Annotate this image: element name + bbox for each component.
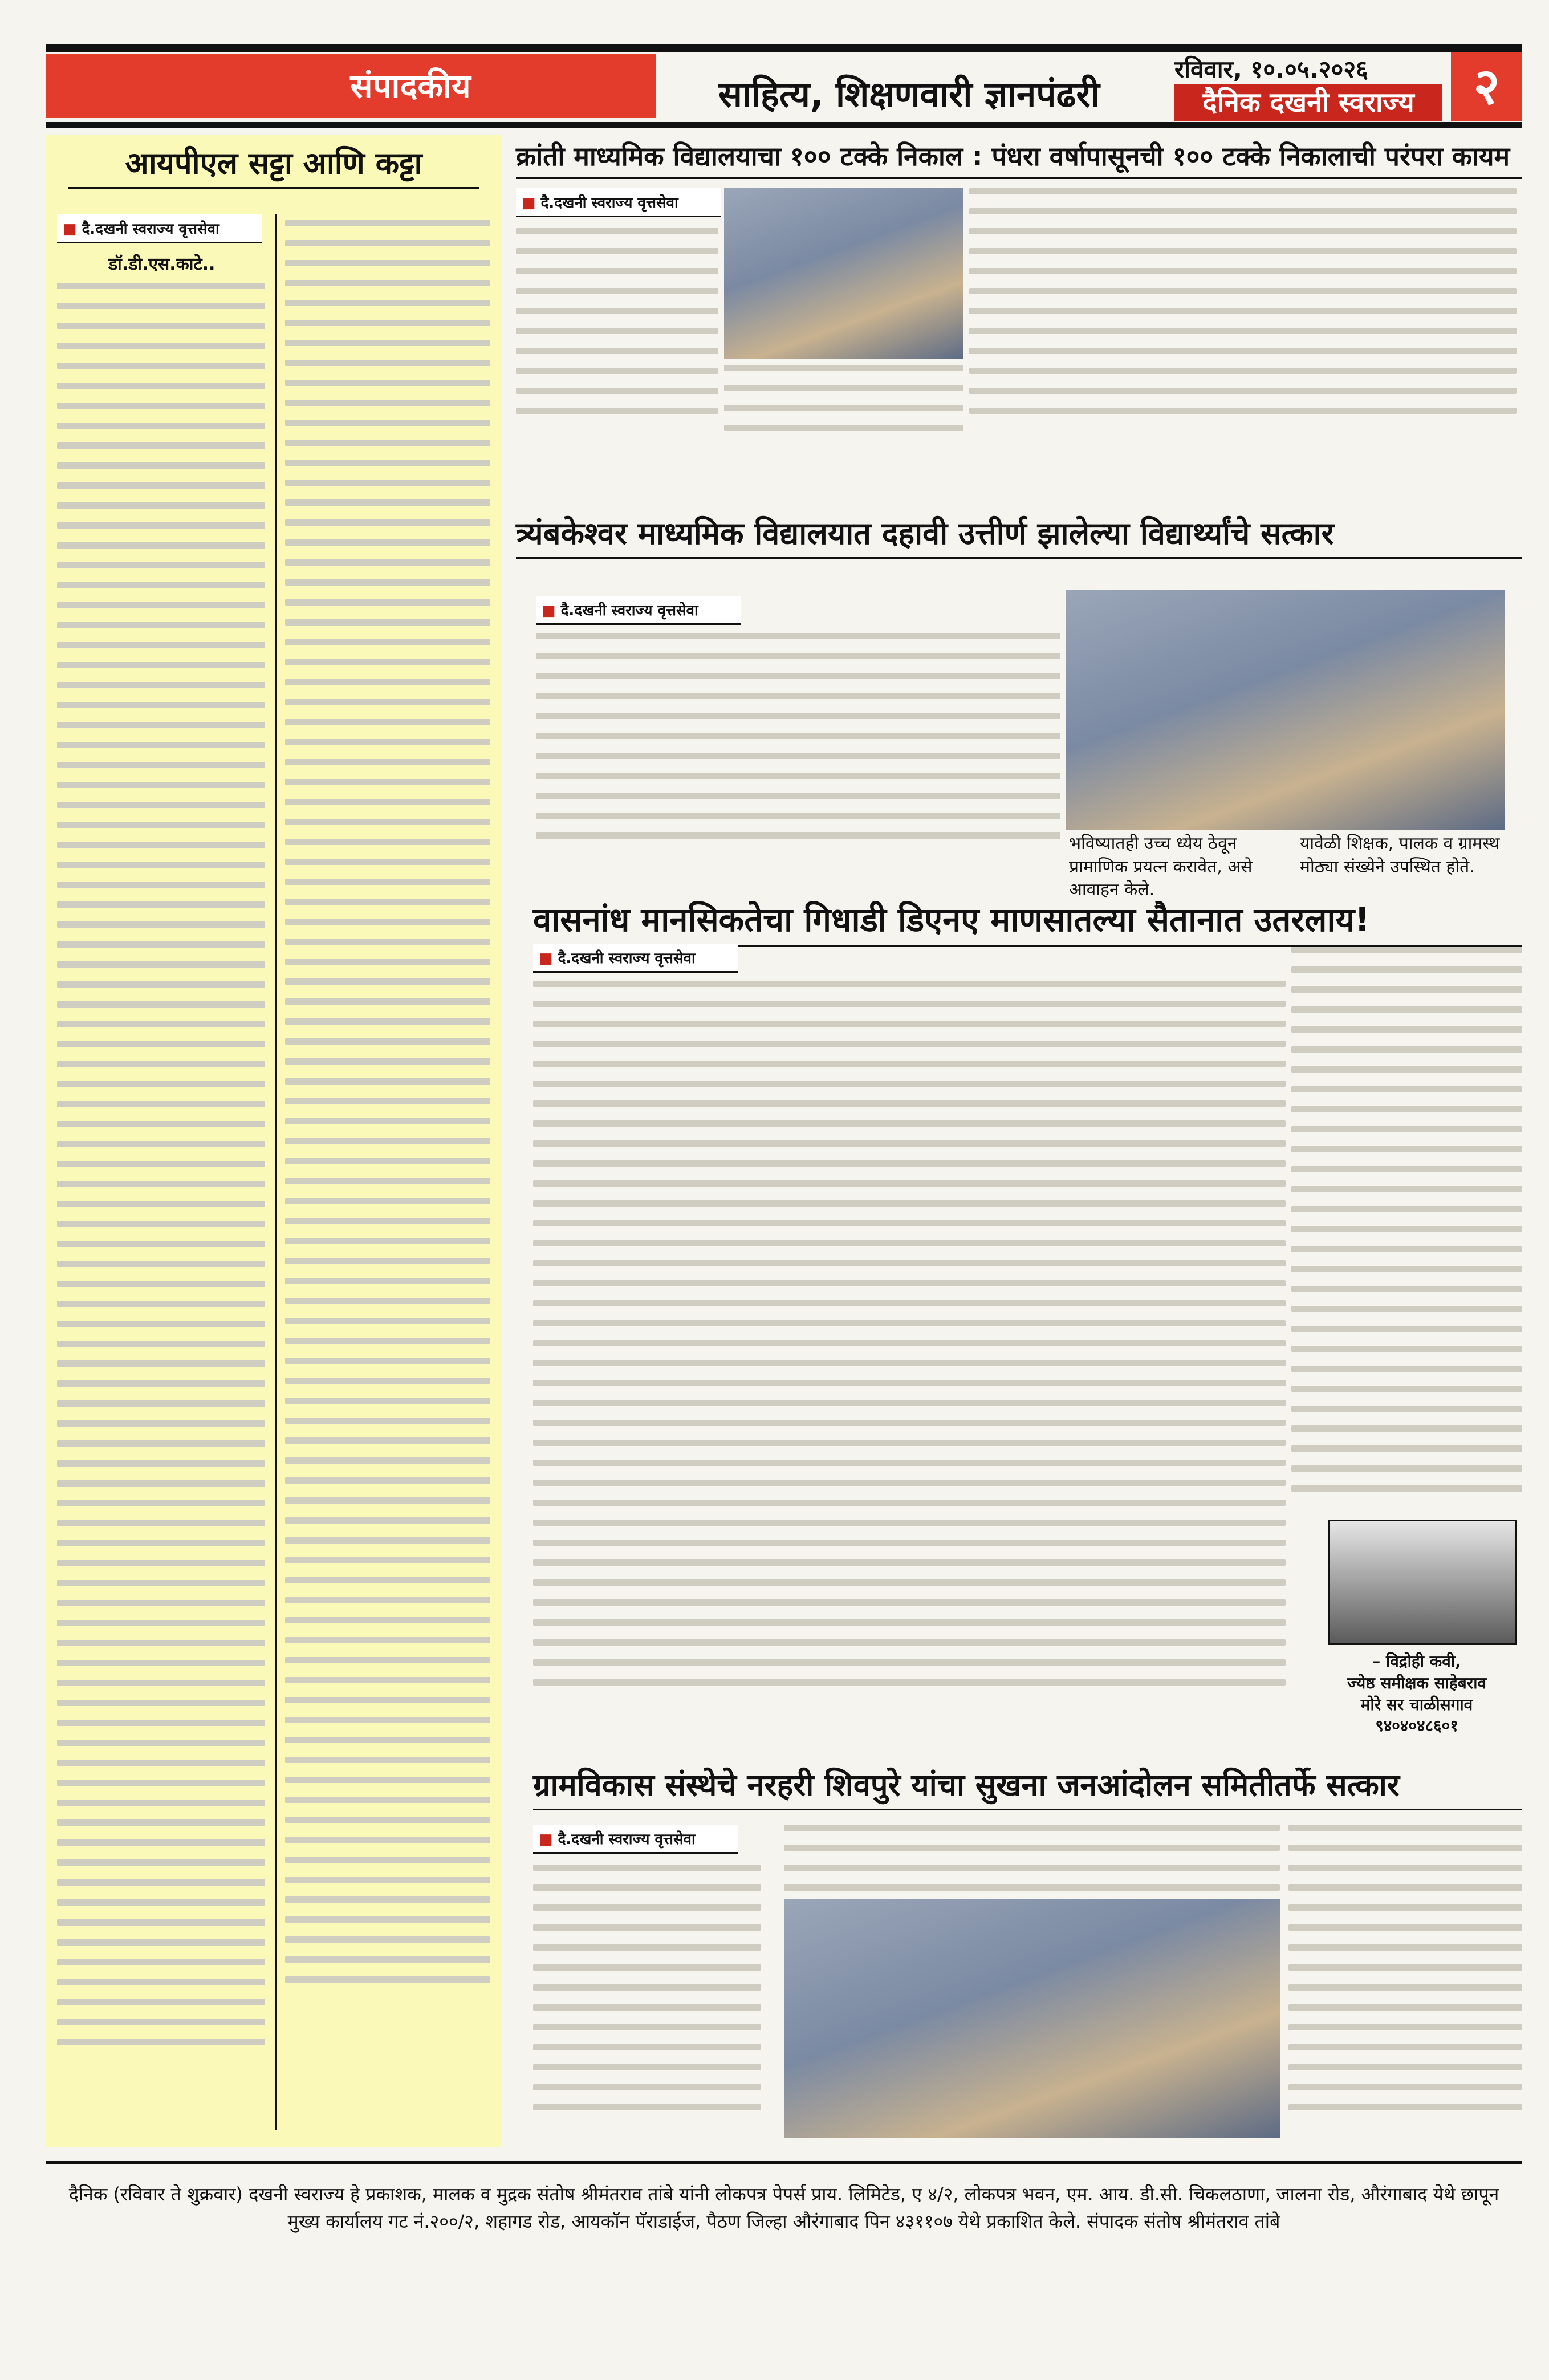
page-number: २ [1451, 52, 1522, 121]
author-caption-line-1: – विद्रोही कवी, [1372, 1652, 1461, 1671]
article-4-headline: ग्रामविकास संस्थेचे नरहरी शिवपुरे यांचा सुखना जनआंदोलन समितीतर्फे सत्कार [533, 1768, 1522, 1810]
article-4-photo [784, 1899, 1280, 2138]
article-2-headline: त्र्यंबकेश्वर माध्यमिक विद्यालयात दहावी उत्तीर्ण झालेल्या विद्यार्थ्यांचे सत्कार [516, 516, 1522, 559]
article-1-body-c [969, 188, 1517, 445]
article-3-headline: वासनांध मानसिकतेचा गिधाडी डिएनए माणसातल्या सैतानात उतरलाय! [533, 901, 1522, 947]
top-rule [46, 44, 1522, 52]
article-4-body-b [784, 1825, 1280, 1893]
imprint-line-2: मुख्य कार्यालय गट नं.२००/२, शहागड रोड, आयकॉन पॅराडाईज, पैठण जिल्हा औरंगाबाद पिन ४३११०७ येथे प्रकाशित केले. संपादक संतोष श्रीमंतराव तांबे [287, 2211, 1280, 2232]
header-rule [46, 122, 1522, 128]
article-1-body-b [724, 365, 963, 445]
article-3-body-a [533, 981, 1286, 1722]
editorial-byline: ■ दै.दखनी स्वराज्य वृत्तसेवा [57, 214, 262, 243]
imprint-footer [46, 2161, 1522, 2292]
article-2-byline: ■ दै.दखनी स्वराज्य वृत्तसेवा [536, 596, 741, 625]
article-4-body-a [533, 1865, 761, 2144]
article-1-byline: ■ दै.दखनी स्वराज्य वृत्तसेवा [516, 188, 721, 217]
author-caption-line-3: मोरे सर चाळीसगाव [1360, 1695, 1473, 1714]
article-2-photo [1066, 590, 1505, 830]
editorial-body-col-1 [57, 283, 265, 2130]
imprint-line-1: दैनिक (रविवार ते शुक्रवार) दखनी स्वराज्य हे प्रकाशक, मालक व मुद्रक संतोष श्रीमंतराव तांबे यांनी लोकपत्र पेपर्स प्राय. लिमिटेड, ए ४/२, लोकपत्र भवन, एम. आय. डी.सी. चिकलठाणा, जालना रोड, औरंगाबाद येथे छापून [68, 2183, 1499, 2205]
article-2-caption-right: यावेळी शिक्षक, पालक व ग्रामस्थ मोठ्या संख्येने उपस्थित होते. [1300, 834, 1500, 877]
masthead-logo: दैनिक दखनी स्वराज्य [1174, 84, 1442, 121]
article-3-byline: ■ दै.दखनी स्वराज्य वृत्तसेवा [533, 944, 738, 973]
article-1-headline: क्रांती माध्यमिक विद्यालयाचा १०० टक्के निकाल : पंधरा वर्षापासूनची १०० टक्के निकालाची परंपरा कायम [516, 141, 1522, 179]
author-caption-line-2: ज्येष्ठ समीक्षक साहेबराव [1347, 1673, 1487, 1692]
editorial-title: आयपीएल सट्टा आणि कट्टा [68, 146, 479, 189]
article-1-photo [724, 188, 963, 359]
editorial-panel [46, 135, 502, 2147]
author-caption-line-4: ९४०४०४८६०१ [1375, 1716, 1458, 1736]
column-divider [275, 214, 277, 2130]
section-label: संपादकीय [165, 54, 656, 118]
article-2-body [536, 633, 1060, 867]
author-photo [1328, 1520, 1517, 1645]
article-1-body-a [516, 228, 718, 445]
article-2-caption-left: भविष्यातही उच्च ध्येय ठेवून प्रामाणिक प्रयत्न करावेत, असे आवाहन केले. [1069, 834, 1253, 900]
article-4-byline: ■ दै.दखनी स्वराज्य वृत्तसेवा [533, 1825, 738, 1854]
article-4-body-c [1288, 1825, 1522, 2144]
editorial-body-col-2 [285, 220, 490, 2130]
article-3-body-b [1291, 947, 1522, 1517]
page-subtitle: साहित्य, शिक्षणवारी ज्ञानपंढरी [718, 74, 1100, 115]
author-caption [1311, 1651, 1522, 1737]
issue-date: रविवार, १०.०५.२०२६ [1174, 55, 1369, 83]
editorial-author: डॉ.डी.एस.काटे.. [108, 254, 216, 274]
